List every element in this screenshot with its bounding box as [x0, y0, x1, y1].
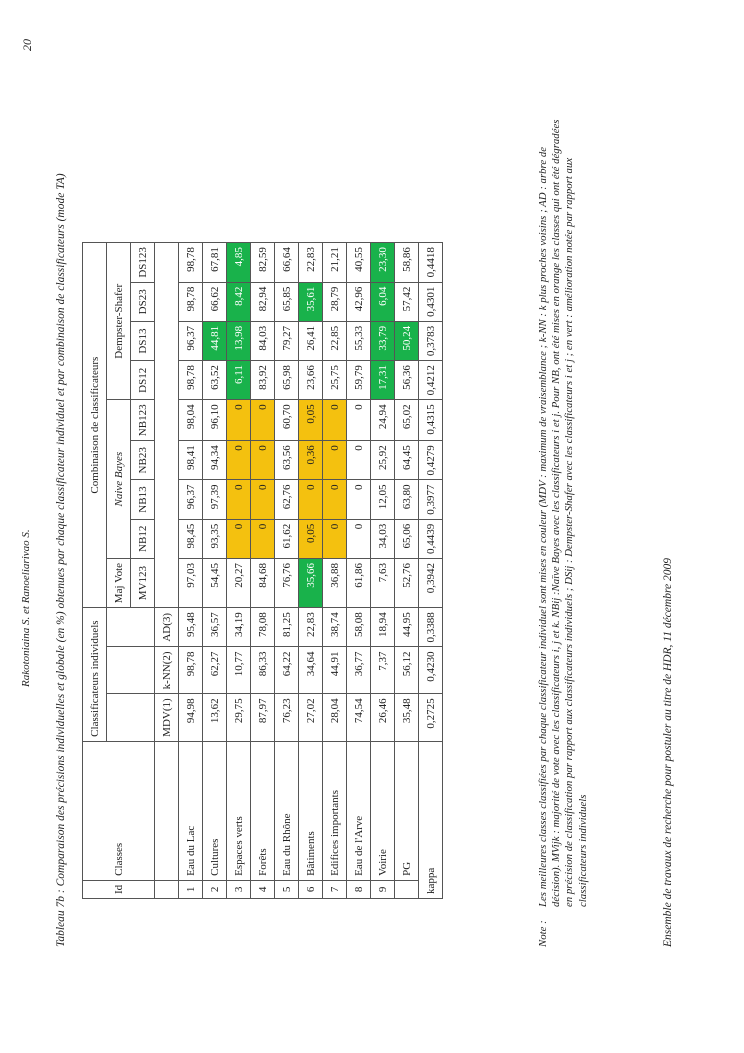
row-class-name: Edifices importants	[323, 741, 347, 880]
row-id: 5	[275, 880, 299, 898]
table-row	[227, 242, 251, 898]
table-cell: 0	[227, 479, 251, 518]
table-cell: 6,04	[371, 282, 395, 321]
table-cell: 0,4279	[419, 440, 443, 479]
col-header: NB23	[131, 440, 155, 479]
row-id: 9	[371, 880, 395, 898]
table-cell: 98,41	[179, 440, 203, 479]
table-cell: 0,4212	[419, 360, 443, 399]
table-cell: 0,4230	[419, 646, 443, 693]
table-cell: 96,37	[179, 479, 203, 518]
table-row	[275, 242, 299, 898]
row-id: 3	[227, 880, 251, 898]
table-cell: 0,4315	[419, 399, 443, 440]
table-cell: 0	[251, 440, 275, 479]
table-cell: 98,78	[179, 242, 203, 282]
table-cell: 98,78	[179, 646, 203, 693]
table-cell: 0	[227, 440, 251, 479]
table-cell: 44,91	[323, 646, 347, 693]
running-header: Rakotoniaina S. et Ranoeliarivao S.	[20, 528, 32, 687]
table-cell: 0,4439	[419, 519, 443, 558]
row-class-name: Eau de l'Arve	[347, 741, 371, 880]
table-cell: 22,83	[299, 607, 323, 646]
table-cell: 65,85	[275, 282, 299, 321]
table-cell: 0	[347, 519, 371, 558]
table-cell: 20,27	[227, 558, 251, 607]
col-header: NB13	[131, 479, 155, 518]
table-cell: 0,3942	[419, 558, 443, 607]
table-cell: 36,88	[323, 558, 347, 607]
table-cell: 0,3977	[419, 479, 443, 518]
table-cell: 29,75	[227, 693, 251, 741]
col-header: k-NN(2)	[155, 646, 179, 693]
table-cell: 0,36	[299, 440, 323, 479]
table-cell: 52,76	[395, 558, 419, 607]
header-naive-bayes: Naive Bayes	[107, 399, 131, 558]
table-cell: 56,36	[395, 360, 419, 399]
col-header: DS12	[131, 360, 155, 399]
table-cell: 83,92	[251, 360, 275, 399]
header-classes: Classes	[83, 741, 155, 880]
table-cell: 0	[227, 399, 251, 440]
table-cell: 58,86	[395, 242, 419, 282]
table-cell: 28,04	[323, 693, 347, 741]
table-cell: 35,61	[299, 282, 323, 321]
row-class-name: Voirie	[371, 741, 395, 880]
table-row	[371, 242, 395, 898]
table-row	[323, 242, 347, 898]
table-cell: 63,52	[203, 360, 227, 399]
table-cell: 58,08	[347, 607, 371, 646]
col-header: AD(3)	[155, 607, 179, 646]
table-cell: 63,80	[395, 479, 419, 518]
table-cell: 35,48	[395, 693, 419, 741]
row-class-name: Bâtiments	[299, 741, 323, 880]
table-cell: 36,57	[203, 607, 227, 646]
row-id: 7	[323, 880, 347, 898]
table-cell: 28,79	[323, 282, 347, 321]
table-cell: 94,34	[203, 440, 227, 479]
table-cell: 38,74	[323, 607, 347, 646]
table-cell: 82,94	[251, 282, 275, 321]
header-dempster-shafer: Dempster-Shafer	[107, 242, 131, 399]
table-cell: 66,62	[203, 282, 227, 321]
table-cell: 93,35	[203, 519, 227, 558]
table-cell: 79,27	[275, 321, 299, 360]
header-id: Id	[83, 880, 155, 898]
table-row	[395, 242, 419, 898]
table-cell: 26,46	[371, 693, 395, 741]
table-cell: 95,48	[179, 607, 203, 646]
table-cell: 98,78	[179, 360, 203, 399]
note-label: Note :	[537, 919, 549, 947]
col-header: MDV(1)	[155, 693, 179, 741]
row-id	[395, 880, 419, 898]
table-cell: 22,83	[299, 242, 323, 282]
table-cell: 0	[251, 399, 275, 440]
table-cell: 0,3388	[419, 607, 443, 646]
table-cell: 65,98	[275, 360, 299, 399]
table-cell: 0,4301	[419, 282, 443, 321]
table-cell: 61,86	[347, 558, 371, 607]
table-cell: 0,3783	[419, 321, 443, 360]
table-cell: 54,45	[203, 558, 227, 607]
table-cell: 0,4418	[419, 242, 443, 282]
row-id: 6	[299, 880, 323, 898]
table-cell: 84,68	[251, 558, 275, 607]
table-cell: 33,79	[371, 321, 395, 360]
table-cell: 6,11	[227, 360, 251, 399]
table-cell: 21,21	[323, 242, 347, 282]
table-cell: 78,08	[251, 607, 275, 646]
table-cell: 63,56	[275, 440, 299, 479]
col-header: MV123	[131, 558, 155, 607]
table-cell: 96,10	[203, 399, 227, 440]
table-cell: 10,77	[227, 646, 251, 693]
row-id: 1	[179, 880, 203, 898]
table-cell: 96,37	[179, 321, 203, 360]
row-class-name: Eau du Lac	[179, 741, 203, 880]
table-cell: 55,33	[347, 321, 371, 360]
table-cell: 0,05	[299, 399, 323, 440]
table-cell: 42,96	[347, 282, 371, 321]
table-cell: 27,02	[299, 693, 323, 741]
table-cell: 0	[251, 479, 275, 518]
table-cell: 23,66	[299, 360, 323, 399]
table-row	[299, 242, 323, 898]
table-cell: 81,25	[275, 607, 299, 646]
table-cell: 59,79	[347, 360, 371, 399]
col-header: NB123	[131, 399, 155, 440]
table-row	[203, 242, 227, 898]
table-cell: 60,70	[275, 399, 299, 440]
header-combination: Combinaison de classificateurs	[83, 242, 107, 607]
header-individual: Classificateurs individuels	[83, 607, 107, 741]
rotated-page	[22, 27, 722, 1027]
table-cell: 74,54	[347, 693, 371, 741]
page-number: 20	[20, 38, 34, 51]
table-cell: 24,94	[371, 399, 395, 440]
row-class-name: Eau du Rhône	[275, 741, 299, 880]
table-cell: 23,30	[371, 242, 395, 282]
table-cell: 64,22	[275, 646, 299, 693]
table-cell: 34,19	[227, 607, 251, 646]
table-cell: 12,05	[371, 479, 395, 518]
table-cell: 0	[251, 519, 275, 558]
table-cell: 7,63	[371, 558, 395, 607]
table-cell: 34,64	[299, 646, 323, 693]
table-cell: 76,23	[275, 693, 299, 741]
table-cell: 65,02	[395, 399, 419, 440]
table-cell: 84,03	[251, 321, 275, 360]
table-cell: 86,33	[251, 646, 275, 693]
table-cell: 61,62	[275, 519, 299, 558]
header-maj-vote: Maj Vote	[107, 558, 131, 607]
table-note	[537, 87, 590, 947]
table-cell: 22,85	[323, 321, 347, 360]
table-cell: 94,98	[179, 693, 203, 741]
table-cell: 62,76	[275, 479, 299, 518]
table-cell: 8,42	[227, 282, 251, 321]
table-cell: 57,42	[395, 282, 419, 321]
table-cell: 0	[347, 399, 371, 440]
table-cell: 0	[323, 399, 347, 440]
table-row	[179, 242, 203, 898]
table-cell: 13,98	[227, 321, 251, 360]
table-cell: 17,31	[371, 360, 395, 399]
row-class-name: Cultures	[203, 741, 227, 880]
table-cell: 13,62	[203, 693, 227, 741]
table-cell: 34,03	[371, 519, 395, 558]
row-class-name: Forêts	[251, 741, 275, 880]
row-id: 8	[347, 880, 371, 898]
col-header: NB12	[131, 519, 155, 558]
table-cell: 66,64	[275, 242, 299, 282]
table-cell: 0,05	[299, 519, 323, 558]
table-cell: 0	[323, 479, 347, 518]
table-cell: 0	[347, 440, 371, 479]
table-cell: 4,85	[227, 242, 251, 282]
table-cell: 76,76	[275, 558, 299, 607]
table-cell: 87,97	[251, 693, 275, 741]
results-table	[82, 242, 443, 899]
table-row	[251, 242, 275, 898]
table-cell: 0	[227, 519, 251, 558]
table-cell: 97,03	[179, 558, 203, 607]
table-cell: 0	[347, 479, 371, 518]
row-id: 4	[251, 880, 275, 898]
table-cell: 98,78	[179, 282, 203, 321]
row-class-name: PG	[395, 741, 419, 880]
page-footer: Ensemble de travaux de recherche pour postuler au titre de HDR, 11 décembre 2009	[662, 557, 674, 947]
table-cell: 97,39	[203, 479, 227, 518]
table-cell: 0,2725	[419, 693, 443, 741]
table-cell: 0	[323, 440, 347, 479]
table-row	[419, 242, 443, 898]
col-header: DS123	[131, 242, 155, 282]
table-cell: 50,24	[395, 321, 419, 360]
table-cell: 56,12	[395, 646, 419, 693]
table-row	[347, 242, 371, 898]
table-cell: 98,04	[179, 399, 203, 440]
table-cell: 67,81	[203, 242, 227, 282]
table-cell: 25,92	[371, 440, 395, 479]
table-cell: 98,45	[179, 519, 203, 558]
col-header: DS13	[131, 321, 155, 360]
row-id: 2	[203, 880, 227, 898]
table-cell: 7,37	[371, 646, 395, 693]
col-header: DS23	[131, 282, 155, 321]
table-cell: 18,94	[371, 607, 395, 646]
table-cell: 64,45	[395, 440, 419, 479]
table-caption: Tableau 7b : Comparaison des précisions individuelles et globale (en %) obtenues par chaque classificateur individuel et par combinaison de classificateurs (mode TA)	[55, 172, 67, 947]
note-text: Les meilleures classes classifiées par chaque classificateur individuel sont mises en couleur (MDV : maximum de vraisemblance ; k-NN : k plus proches voisins ; AD : arbre de décision). MVijk : majorité de vote avec les classificateurs i, j et k. NBij :Naïve Bayes avec les classificateurs i et j. Pour NB, ont été mises en orange les classes qui ont été dégradées en précision de classification par rapport aux classificateurs individuels ; DSij : Dempster-Shafer avec les classificateurs i et j ; en vert : amélioration notée par rapport aux classificateurs individuels	[537, 119, 589, 907]
table-cell: 40,55	[347, 242, 371, 282]
table-cell: 82,59	[251, 242, 275, 282]
table-cell: 0	[323, 519, 347, 558]
table-cell: 36,77	[347, 646, 371, 693]
row-id: kappa	[419, 741, 443, 898]
table-cell: 25,75	[323, 360, 347, 399]
row-class-name: Espaces verts	[227, 741, 251, 880]
table-cell: 35,66	[299, 558, 323, 607]
table-cell: 62,27	[203, 646, 227, 693]
table-cell: 26,41	[299, 321, 323, 360]
table-cell: 0	[299, 479, 323, 518]
table-cell: 65,06	[395, 519, 419, 558]
table-cell: 44,95	[395, 607, 419, 646]
table-cell: 44,81	[203, 321, 227, 360]
